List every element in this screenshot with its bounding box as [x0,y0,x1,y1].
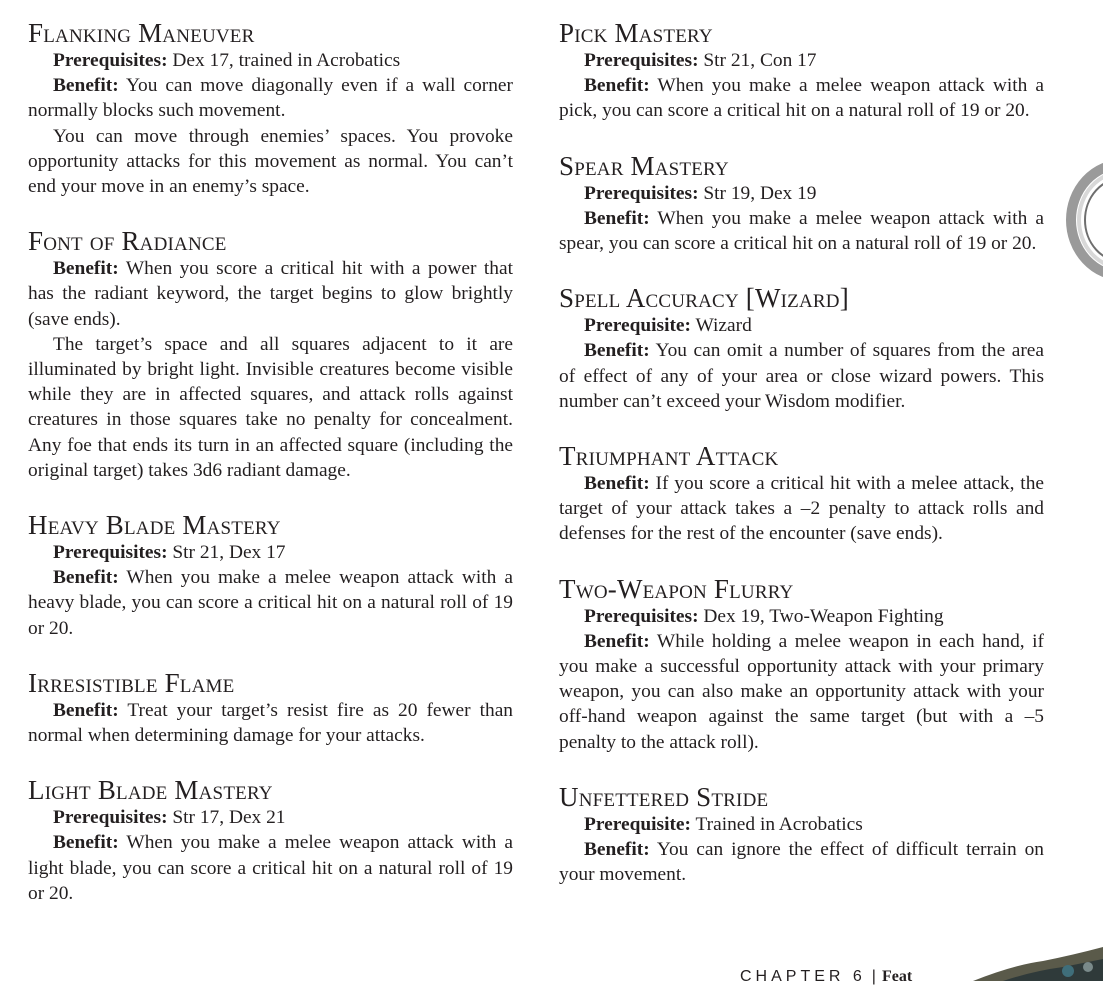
feat-prerequisites [559,313,1044,338]
prerequisites-text: Str 21, Dex 17 [167,542,286,564]
feat-benefit [28,698,513,748]
feat-prerequisites [28,48,513,73]
benefit-text: While holding a melee weapon in each hand, if you make a successful opportunity attack with your primary weapon, you can also make an opportunity attack with your off-hand weapon against the same target (but with a –5 penalty to the attack roll). [559,630,1044,753]
feat-irresistible-flame [28,668,513,748]
feat-benefit [559,338,1044,414]
benefit-text: When you make a melee weapon attack with a light blade, you can score a critical hit on a natural roll of 19 or 20. [28,832,513,904]
benefit-label: Benefit: [584,630,650,652]
feat-benefit [28,830,513,906]
feat-title: Pick Mastery [559,18,713,48]
feat-prerequisites [559,48,1044,73]
feat-title: Heavy Blade Mastery [28,510,281,541]
prerequisites-text: Dex 17, trained in Acrobatics [167,50,401,71]
benefit-label: Benefit: [53,832,119,854]
benefit-label: Benefit: [53,567,119,589]
feat-extra-paragraph: You can move through enemies’ spaces. You provoke opportunity attacks for this movement as normal. You can’t end your move in an enemy’s space. [28,125,513,198]
feat-spear-mastery [559,151,1044,257]
feat-title: Spell Accuracy [Wizard] [559,283,849,314]
decorative-corner-icon [973,941,1103,981]
feat-title: Irresistible Flame [28,667,235,698]
feat-heavy-blade-mastery [28,510,513,641]
page-footer [740,968,912,986]
feat-font-of-radiance [28,226,513,483]
benefit-text: When you score a critical hit with a power that has the radiant keyword, the target begins to glow brightly (save ends). [28,258,513,330]
prerequisites-text: Str 21, Con 17 [698,50,817,71]
decorative-ring-icon [1063,160,1103,280]
right-column [559,18,1044,887]
prerequisites-label: Prerequisites: [584,50,699,71]
prerequisites-label: Prerequisites: [584,605,699,627]
left-column [28,18,513,906]
feat-triumphant-attack [559,441,1044,547]
feat-extra-paragraph: The target’s space and all squares adjacent to it are illuminated by bright light. Invisible creatures become visible while they are in affected squares, and attack rolls against creatures in those squares take no penalty for concealment. Any foe that ends its turn in an affected square (including the original target) takes 3d6 radiant damage. [28,333,513,481]
benefit-label: Benefit: [584,473,650,495]
feat-benefit [559,837,1044,887]
feat-benefit [28,565,513,641]
feat-light-blade-mastery [28,775,513,906]
feat-prerequisites [28,805,513,830]
prerequisites-text: Dex 19, Two-Weapon Fighting [698,605,944,627]
feat-two-weapon-flurry [559,574,1044,755]
feat-prerequisites [559,181,1044,206]
footer-separator: | [871,968,876,985]
feat-title: Font of Radiance [28,226,227,257]
feat-benefit [559,629,1044,755]
feat-title: Two-Weapon Flurry [559,573,794,604]
footer-section: Feat [881,968,913,985]
prerequisites-text: Wizard [690,315,752,337]
prerequisites-label: Prerequisites: [53,542,168,564]
feat-prerequisites [559,812,1044,837]
feat-title: Triumphant Attack [559,441,779,472]
benefit-text: If you score a critical hit with a melee attack, the target of your attack takes a –2 penalty to attack rolls and defenses for the rest of the encounter (save ends). [559,473,1044,545]
feat-title: Flanking Maneuver [28,18,255,48]
feat-benefit [559,73,1044,123]
feat-prerequisites [559,604,1044,629]
feat-unfettered-stride [559,782,1044,888]
benefit-label: Benefit: [584,340,650,362]
prerequisites-label: Prerequisite: [584,315,691,337]
feat-title: Light Blade Mastery [28,775,273,806]
feat-title: Spear Mastery [559,150,729,181]
benefit-text: Treat your target’s resist fire as 20 fewer than normal when determining damage for your attacks. [28,699,513,747]
benefit-label: Benefit: [584,839,650,861]
feat-benefit [559,206,1044,256]
feat-pick-mastery [559,18,1044,124]
feat-spell-accuracy-wizard [559,283,1044,414]
feat-benefit [559,471,1044,547]
benefit-label: Benefit: [584,207,650,229]
benefit-label: Benefit: [53,699,119,721]
feat-title: Unfettered Stride [559,781,769,812]
benefit-text: When you make a melee weapon attack with a pick, you can score a critical hit on a natural roll of 19 or 20. [559,75,1044,122]
footer-chapter: CHAPTER 6 [740,968,866,985]
feat-benefit [28,73,513,123]
prerequisites-label: Prerequisite: [584,813,691,835]
benefit-text: You can move diagonally even if a wall corner normally blocks such movement. [28,75,513,122]
feat-flanking-maneuver [28,18,513,199]
benefit-label: Benefit: [53,258,119,280]
benefit-text: You can ignore the effect of difficult terrain on your movement. [559,839,1044,886]
feat-benefit [28,256,513,332]
benefit-text: You can omit a number of squares from the area of effect of any of your area or close wizard powers. This number can’t exceed your Wisdom modifier. [559,340,1044,412]
prerequisites-text: Trained in Acrobatics [690,813,863,835]
benefit-text: When you make a melee weapon attack with a spear, you can score a critical hit on a natural roll of 19 or 20. [559,207,1044,255]
prerequisites-label: Prerequisites: [584,182,699,204]
feat-prerequisites [28,540,513,565]
prerequisites-text: Str 19, Dex 19 [698,182,817,204]
benefit-label: Benefit: [53,75,119,97]
prerequisites-label: Prerequisites: [53,50,168,71]
prerequisites-label: Prerequisites: [53,807,168,829]
benefit-text: When you make a melee weapon attack with a heavy blade, you can score a critical hit on a natural roll of 19 or 20. [28,567,513,639]
benefit-label: Benefit: [584,75,650,97]
prerequisites-text: Str 17, Dex 21 [167,807,286,829]
